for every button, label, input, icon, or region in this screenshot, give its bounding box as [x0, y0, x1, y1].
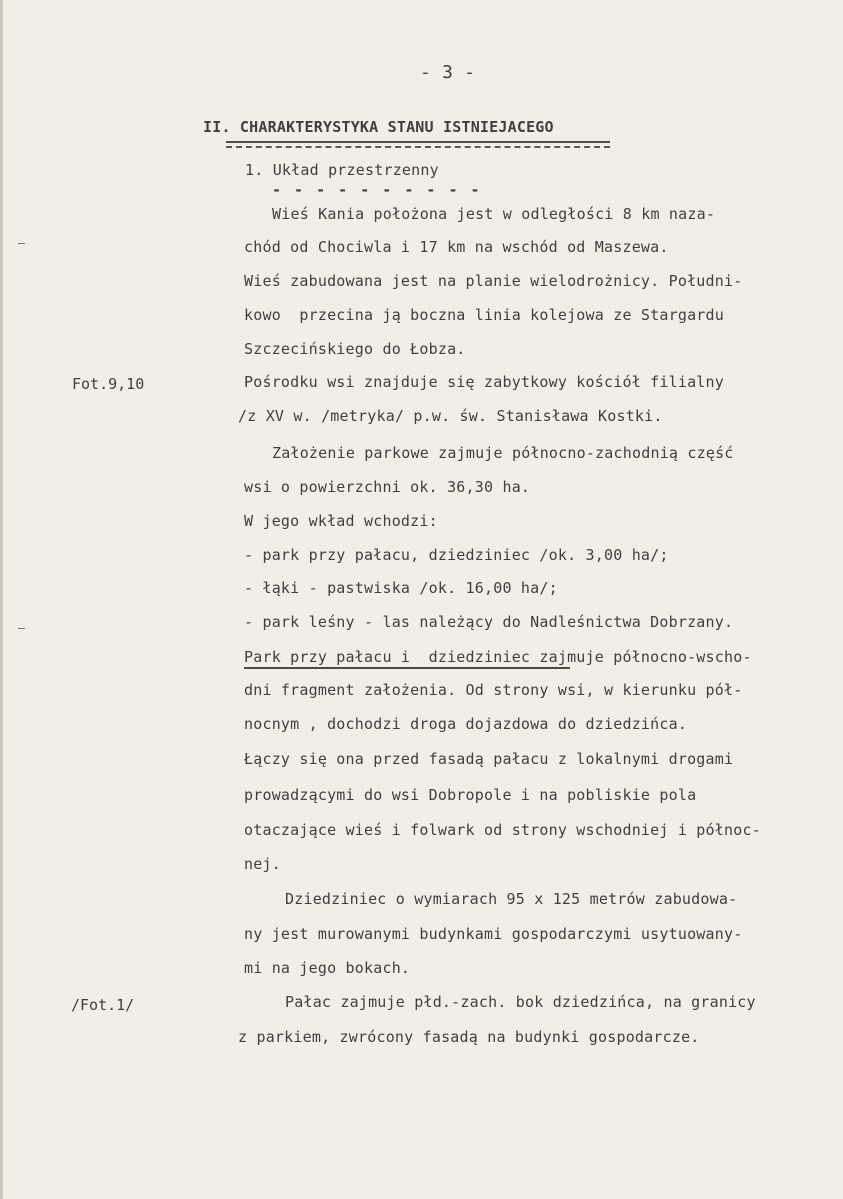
- body-line: W jego wkład wchodzi:: [244, 512, 438, 530]
- body-line: Łączy się ona przed fasadą pałacu z lokalnymi drogami: [244, 750, 734, 768]
- body-line: Pośrodku wsi znajduje się zabytkowy kościół filialny: [244, 373, 724, 391]
- margin-note: Fot.9,10: [72, 375, 145, 393]
- body-line: Pałac zajmuje płd.-zach. bok dziedzińca, na granicy: [285, 993, 756, 1011]
- body-line: - łąki - pastwiska /ok. 16,00 ha/;: [244, 579, 558, 597]
- page-number: - 3 -: [420, 62, 476, 83]
- subsection-underline: - - - - - - - - - -: [272, 181, 482, 199]
- margin-note: /Fot.1/: [71, 996, 135, 1014]
- body-line: mi na jego bokach.: [244, 959, 411, 977]
- body-line: z parkiem, zwrócony fasadą na budynki gospodarcze.: [238, 1028, 700, 1046]
- body-line: otaczające wieś i folwark od strony wschodniej i północ-: [244, 821, 761, 839]
- heading-underline-dashed: [226, 146, 610, 148]
- body-line: kowo przecina ją boczna linia kolejowa ze Stargardu: [244, 306, 724, 324]
- body-line: Dziedziniec o wymiarach 95 x 125 metrów zabudowa-: [285, 890, 738, 908]
- body-line: wsi o powierzchni ok. 36,30 ha.: [244, 478, 531, 496]
- body-line: nocnym , dochodzi droga dojazdowa do dziedzińca.: [244, 715, 688, 733]
- section-heading: II. CHARAKTERYSTYKA STANU ISTNIEJACEGO: [203, 118, 554, 136]
- body-line: Wieś Kania położona jest w odległości 8 km naza-: [272, 205, 716, 223]
- body-line: Założenie parkowe zajmuje północno-zachodnią część: [272, 444, 734, 462]
- body-line: - park przy pałacu, dziedziniec /ok. 3,00 ha/;: [244, 546, 669, 564]
- body-line: prowadzącymi do wsi Dobropole i na pobliskie pola: [244, 786, 697, 804]
- body-line: /z XV w. /metryka/ p.w. św. Stanisława Kostki.: [238, 407, 663, 425]
- body-line: ny jest murowanymi budynkami gospodarczymi usytuowany-: [244, 925, 743, 943]
- body-line: Wieś zabudowana jest na planie wielodrożnicy. Południ-: [244, 272, 743, 290]
- body-line: chód od Chociwla i 17 km na wschód od Maszewa.: [244, 238, 669, 256]
- subsection-title: 1. Układ przestrzenny: [245, 161, 439, 179]
- page-edge: [0, 0, 3, 1199]
- text-underline: [244, 667, 570, 669]
- body-line: - park leśny - las należący do Nadleśnictwa Dobrzany.: [244, 613, 734, 631]
- margin-tick: [18, 243, 25, 244]
- body-line: Szczecińskiego do Łobza.: [244, 340, 466, 358]
- heading-underline: [226, 141, 610, 143]
- body-line: Park przy pałacu i dziedziniec zajmuje północno-wscho-: [244, 648, 752, 666]
- body-line: dni fragment założenia. Od strony wsi, w kierunku pół-: [244, 681, 743, 699]
- body-line: nej.: [244, 855, 281, 873]
- margin-tick: [18, 628, 25, 629]
